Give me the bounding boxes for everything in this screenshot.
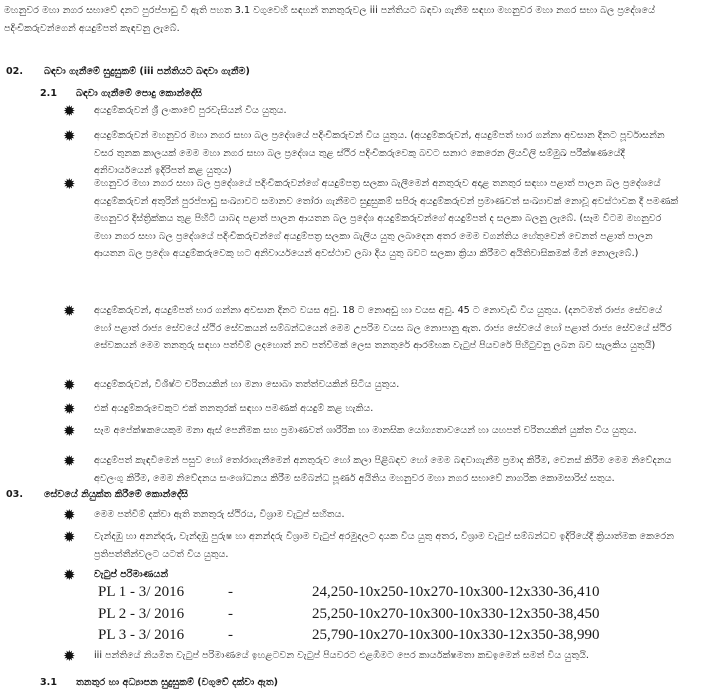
intro-paragraph: මහනුවර මහා නගර සභාවේ දනට පුරප්පාඩු වී ඇති පහත 3.1 වගුවෙහි සඳහන් තනතුරුවල iii පන්තියට බඳවා ගැනීම සඳහා මහනුවර මහා නගර සභා බල ප්‍රදේශයේ පදිංචිකරුවන්ගෙන් අයදුම්පත් කැඳවනු ලැබේ. xyxy=(4,5,655,34)
requirement-item: අයදුම්කරුවන්, අයදුම්පත් භාර ගන්නා අවසාන දිනට වයස අවු. 18 ට නොඅඩු හා වයස අවු. 45 ට නොවැඩි විය යුතුය. (දනටමත් රාජ්‍ය සේවයේ හෝ පළාත් රාජ්‍ය සේවයේ ස්ථිර සේවකයන් සම්බන්ධයෙන් මෙම උපරිම වයස බල නොපානු ඇත. රාජ්‍ය සේවයේ හෝ පළාත් රාජ්‍ය සේවයේ ස්ථිර සේවකයන් මෙම තනතුරු සඳහා පත්වීම් ලදහොත් නව පත්වීමක් ලෙස තනතුරේ ආරම්භක වැටුප් පියවරේ පිහිටුවනු ලබන බව සැලකිය යුතුයි) xyxy=(94,305,672,351)
star-bullet-icon: ✹ xyxy=(63,506,76,524)
salary-scale: 25,250-10x270-10x300-10x330-12x350-38,450 xyxy=(312,606,600,622)
star-bullet-icon: ✹ xyxy=(63,302,76,320)
salary-code: PL 3 - 3/ 2016 xyxy=(98,627,185,643)
condition-item: මෙම පත්වීම් දක්වා ඇති තනතුරු ස්ථිරය, විශ්‍රාම වැටුප් සහිතය. xyxy=(94,509,345,520)
requirement-item: මහනුවර මහා නගර සභා බල ප්‍රදේශයේ පදිංචිකරුවන්ගේ අයදුම්පත්‍ර සලකා බැලීමෙන් අනතුරුව අදාළ තනතුර සඳහා පළාත් පාලන බල ප්‍රදේශයේ අයදුම්කරුවන් අතුරින් පුරප්පාඩු සංඛ්‍යාවට සමානව තෝරා ගැනීමට සුදුසුකම් සපිරූ අයදුම්කරුවන් ප්‍රමාණවත් සංඛ්‍යාවක් නොවූ අවස්ථාවක දී පමණක් මහනුවර දිස්ත්‍රික්කය තුළ පිහිටි යාබද පළාත් පාලන ආයතන බල ප්‍රදේශ අයදුම්කරුවන්ගේ අයදුම්පත් ද සලකා බලනු ලැබේ. (සෑම විටම මහනුවර මහා නගර සභා බල ප්‍රදේශයේ පදිංචිකරුවන්ගේ අයදුම්පත්‍ර සලකා බැලිය යුතු ලබාදෙන අතර මෙම වගන්තිය හේතුවෙන් වෙනත් පළාත් පාලන ආයතන බල ප්‍රදේශ අයදුම්කරුවෙකු හට අනිවාර්යයෙන් අවස්ථාව ලබා දිය යුතු බවට සලකා ක්‍රියා කිරීමට අයිතිවාසිකමක් මින් නොලැබේ.) xyxy=(94,178,679,259)
salary-scale: 24,250-10x250-10x270-10x300-12x330-36,410 xyxy=(312,584,600,600)
requirement-item: අයදුම්කරුවන් මහනුවර මහා නගර සභා බල ප්‍රදේශයේ පදිංචිකරුවන් විය යුතුය. (අයදුම්කරුවන්, අයදුම්පත් භාර ගන්නා අවසාන දිනට පූර්වාසන්න වසර තුනක කාලයක් මෙම මහා නගර සභා බල ප්‍රදේශය තුළ ස්ථිර පදිංචිකරුවෙකු බවට සනාථ කෙරෙන ලියවිලි සම්මුඛ පරීක්ෂණයේදී අනිවාර්යයෙන් ඉදිරිපත් කළ යුතුය) xyxy=(94,130,665,176)
salary-dash: - xyxy=(228,627,233,643)
salary-code: PL 1 - 3/ 2016 xyxy=(98,584,185,600)
star-bullet-icon: ✹ xyxy=(63,422,76,440)
requirement-item: සෑම අපේක්ෂකයෙකුම මනා ඇස් පෙනීමක සහ ප්‍රමාණවත් ශාරීරික හා මානසික යෝග්‍යතාවයෙන් හා යහපත් චරිතයකින් යුක්ත විය යුතුය. xyxy=(94,425,637,436)
section-03-heading: සේවයේ නියුක්ත කිරීමේ කොන්දේසි xyxy=(44,489,189,500)
star-bullet-icon: ✹ xyxy=(63,528,76,546)
salary-dash: - xyxy=(228,606,233,622)
star-bullet-icon: ✹ xyxy=(63,376,76,394)
salary-dash: - xyxy=(228,584,233,600)
requirement-item: අයදුම්කරුවන්, විශිෂ්ට චරිතයකින් හා මනා සොබා තත්ත්වයකින් සිටිය යුතුය. xyxy=(94,379,400,390)
salary-scales-heading: වැටුප් පරිමාණයන් xyxy=(94,569,169,580)
condition-item: වැන්දඹු හා අනන්දරු, වැන්දඹු පුරුෂ හා අනන්දරු විශ්‍රාම වැටුප් අරමුදලට දායක විය යුතු අතර, විශ්‍රාම වැටුප් සම්බන්ධව ඉදිරියේදී ක්‍රියාත්මක කෙරෙන ප්‍රතිපත්තීන්වලට යටත් විය යුතුය. xyxy=(94,531,675,560)
section-02-heading: බඳවා ගැනීමේ සුදුසුකම් (iii පන්තියට බඳවා ගැනීම) xyxy=(44,66,250,77)
section-2-1-number: 2.1 xyxy=(40,88,57,99)
salary-code: PL 2 - 3/ 2016 xyxy=(98,606,185,622)
salary-scale: 25,790-10x270-10x300-10x330-12x350-38,990 xyxy=(312,627,600,643)
star-bullet-icon: ✹ xyxy=(63,566,76,584)
efficiency-bar-note: iii පන්තියේ නියමිත වැටුප් පරිමාණයේ ඉහළටවන වැටුප් පියවරට එළඹීමට පෙර කාර්යක්ෂමතා කඩඉමෙන් සමත් විය යුතුයි. xyxy=(94,650,589,661)
star-bullet-icon: ✹ xyxy=(63,452,76,470)
star-bullet-icon: ✹ xyxy=(63,647,76,665)
star-bullet-icon: ✹ xyxy=(63,400,76,418)
requirement-item: එක් අයදුම්කරුවෙකුට එක් තනතුරක් සඳහා පමණක් අයදුම් කළ හැකිය. xyxy=(94,403,374,414)
section-3-1-heading: තනතුර හා අධ්‍යාපන සුදුසුකම් (වගුවේ දක්වා ඇත) xyxy=(76,677,279,688)
section-02-number: 02. xyxy=(6,66,23,77)
requirement-item: අයදුම්පත් කැඳවීමෙන් පසුව හෝ තෝරාගැනීමෙන් අනතුරුව හෝ කලා පිළිබඳව හෝ මෙම බඳවාගැනීම ප්‍රමාද කිරීම, වෙනස් කිරීම මෙම නිවේදනය අවලංගු කිරීම, මෙම නිවේදනය සංශෝධනය කිරීම සම්බන්ධ පූර්ණ අයිතිය මහනුවර මහා නගර සභාවේ නාගරික කොමසාරිස් සතුය. xyxy=(94,455,672,484)
section-3-1-number: 3.1 xyxy=(40,677,57,688)
requirement-item: අයදුම්කරුවන් ශ්‍රී ලංකාවේ පුරවැසියන් විය යුතුය. xyxy=(94,105,287,116)
star-bullet-icon: ✹ xyxy=(63,127,76,145)
star-bullet-icon: ✹ xyxy=(63,102,76,120)
section-03-number: 03. xyxy=(6,489,23,500)
section-2-1-heading: බඳවා ගැනීමේ පොදු කොන්දේසි xyxy=(76,88,202,99)
star-bullet-icon: ✹ xyxy=(63,175,76,193)
